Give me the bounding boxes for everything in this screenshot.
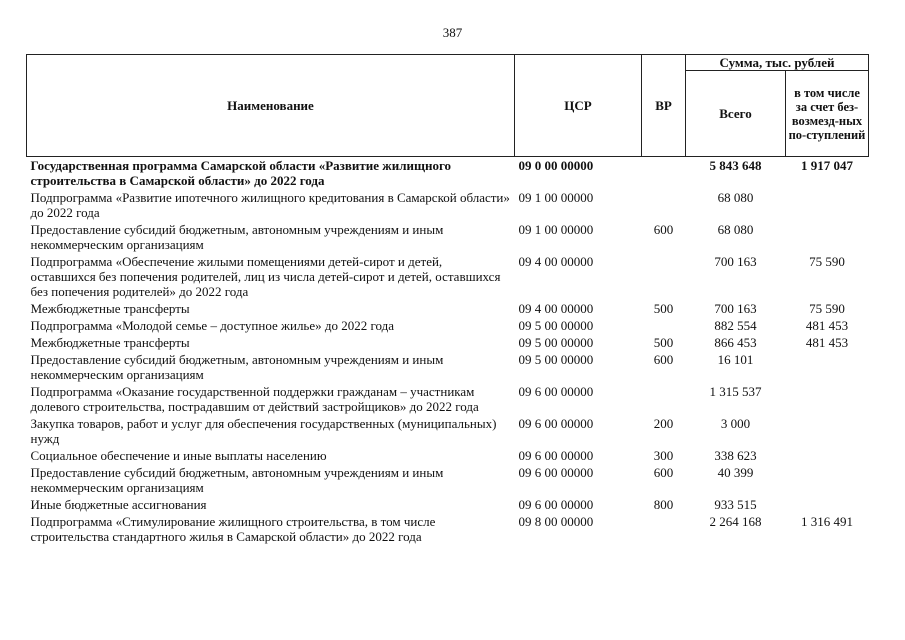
row-vr	[642, 383, 686, 415]
row-nonfree: 1 917 047	[801, 158, 853, 173]
row-nonfree: 481 453	[805, 318, 849, 333]
table-row	[27, 383, 869, 415]
row-name: Подпрограмма «Стимулирование жилищного строительства, в том числе строительства стандартного жилья в Самарской области» до 2022 года	[30, 514, 436, 544]
row-total: 338 623	[714, 448, 757, 463]
row-nonfree: 75 590	[809, 254, 845, 269]
row-vr: 600	[653, 352, 674, 367]
row-total: 40 399	[717, 465, 754, 480]
row-csr: 09 6 00 00000	[518, 416, 594, 431]
row-nonfree	[786, 189, 869, 221]
row-vr: 300	[653, 448, 674, 463]
row-total: 2 264 168	[709, 514, 762, 529]
table-row	[27, 253, 869, 300]
table-row	[27, 447, 869, 464]
table-row	[27, 317, 869, 334]
row-vr: 500	[653, 335, 674, 350]
table-row	[27, 189, 869, 221]
header-total: Всего	[686, 71, 786, 157]
header-csr: ЦСР	[515, 55, 642, 157]
row-nonfree: 481 453	[805, 335, 849, 350]
row-total: 3 000	[720, 416, 751, 431]
table-row	[27, 300, 869, 317]
row-csr: 09 6 00 00000	[518, 448, 594, 463]
row-nonfree	[786, 464, 869, 496]
row-csr: 09 5 00 00000	[518, 318, 594, 333]
row-csr: 09 4 00 00000	[518, 301, 594, 316]
row-vr: 800	[653, 497, 674, 512]
row-csr: 09 6 00 00000	[518, 497, 594, 512]
table-row	[27, 334, 869, 351]
row-name: Подпрограмма «Развитие ипотечного жилищного кредитования в Самарской области» до 2022 года	[30, 190, 510, 220]
row-name: Закупка товаров, работ и услуг для обеспечения государственных (муниципальных) нужд	[30, 416, 497, 446]
row-total: 882 554	[714, 318, 757, 333]
row-name: Иные бюджетные ассигнования	[30, 497, 207, 512]
header-vr: ВР	[642, 55, 686, 157]
row-nonfree	[786, 447, 869, 464]
header-name: Наименование	[27, 55, 515, 157]
row-vr	[642, 157, 686, 190]
row-total: 68 080	[717, 190, 754, 205]
row-vr: 600	[653, 222, 674, 237]
row-name: Государственная программа Самарской области «Развитие жилищного строительства в Самарской области» до 2022 года	[30, 158, 452, 188]
row-vr: 200	[653, 416, 674, 431]
row-total: 68 080	[717, 222, 754, 237]
header-sum-group: Сумма, тыс. рублей	[686, 55, 869, 71]
page-number: 387	[442, 25, 463, 40]
row-vr	[642, 253, 686, 300]
header-including-nonfree: в том числе за счет без-возмезд-ных по-ступлений	[786, 71, 869, 157]
row-csr: 09 0 00 00000	[518, 158, 594, 173]
row-nonfree	[786, 496, 869, 513]
budget-table	[26, 54, 869, 545]
table-row	[27, 221, 869, 253]
table-row	[27, 513, 869, 545]
row-csr: 09 8 00 00000	[518, 514, 594, 529]
row-nonfree	[786, 221, 869, 253]
row-total: 5 843 648	[709, 158, 762, 173]
row-total: 1 315 537	[709, 384, 762, 399]
table-row	[27, 496, 869, 513]
table-body	[27, 157, 869, 546]
row-csr: 09 6 00 00000	[518, 384, 594, 399]
row-csr: 09 1 00 00000	[518, 222, 594, 237]
table-row	[27, 415, 869, 447]
row-vr	[642, 189, 686, 221]
row-total: 700 163	[714, 301, 757, 316]
row-vr	[642, 513, 686, 545]
row-name: Подпрограмма «Оказание государственной поддержки гражданам – участникам долевого строительства, пострадавшим от действий застройщиков» до 2022 года	[30, 384, 479, 414]
row-vr	[642, 317, 686, 334]
row-name: Предоставление субсидий бюджетным, автономным учреждениям и иным некоммерческим организациям	[30, 465, 444, 495]
row-csr: 09 1 00 00000	[518, 190, 594, 205]
row-nonfree: 75 590	[809, 301, 845, 316]
table-row	[27, 464, 869, 496]
table-header	[27, 55, 869, 157]
row-vr: 500	[653, 301, 674, 316]
row-csr: 09 5 00 00000	[518, 335, 594, 350]
row-nonfree	[786, 383, 869, 415]
row-total: 933 515	[714, 497, 757, 512]
row-nonfree: 1 316 491	[801, 514, 853, 529]
row-name: Межбюджетные трансферты	[30, 301, 190, 316]
row-csr: 09 6 00 00000	[518, 465, 594, 480]
row-name: Предоставление субсидий бюджетным, автономным учреждениям и иным некоммерческим организациям	[30, 222, 444, 252]
row-nonfree	[786, 415, 869, 447]
row-name: Социальное обеспечение и иные выплаты населению	[30, 448, 327, 463]
row-vr: 600	[653, 465, 674, 480]
row-name: Подпрограмма «Обеспечение жилыми помещениями детей-сирот и детей, оставшихся без попечения родителей, лиц из числа детей-сирот и детей, оставшихся без попечения родителей» до 2022 года	[30, 254, 501, 299]
table-row	[27, 157, 869, 190]
row-name: Предоставление субсидий бюджетным, автономным учреждениям и иным некоммерческим организациям	[30, 352, 444, 382]
row-total: 700 163	[714, 254, 757, 269]
row-nonfree	[786, 351, 869, 383]
row-name: Межбюджетные трансферты	[30, 335, 190, 350]
row-csr: 09 5 00 00000	[518, 352, 594, 367]
row-name: Подпрограмма «Молодой семье – доступное жилье» до 2022 года	[30, 318, 395, 333]
table-row	[27, 351, 869, 383]
row-total: 16 101	[717, 352, 754, 367]
row-csr: 09 4 00 00000	[518, 254, 594, 269]
row-total: 866 453	[714, 335, 757, 350]
